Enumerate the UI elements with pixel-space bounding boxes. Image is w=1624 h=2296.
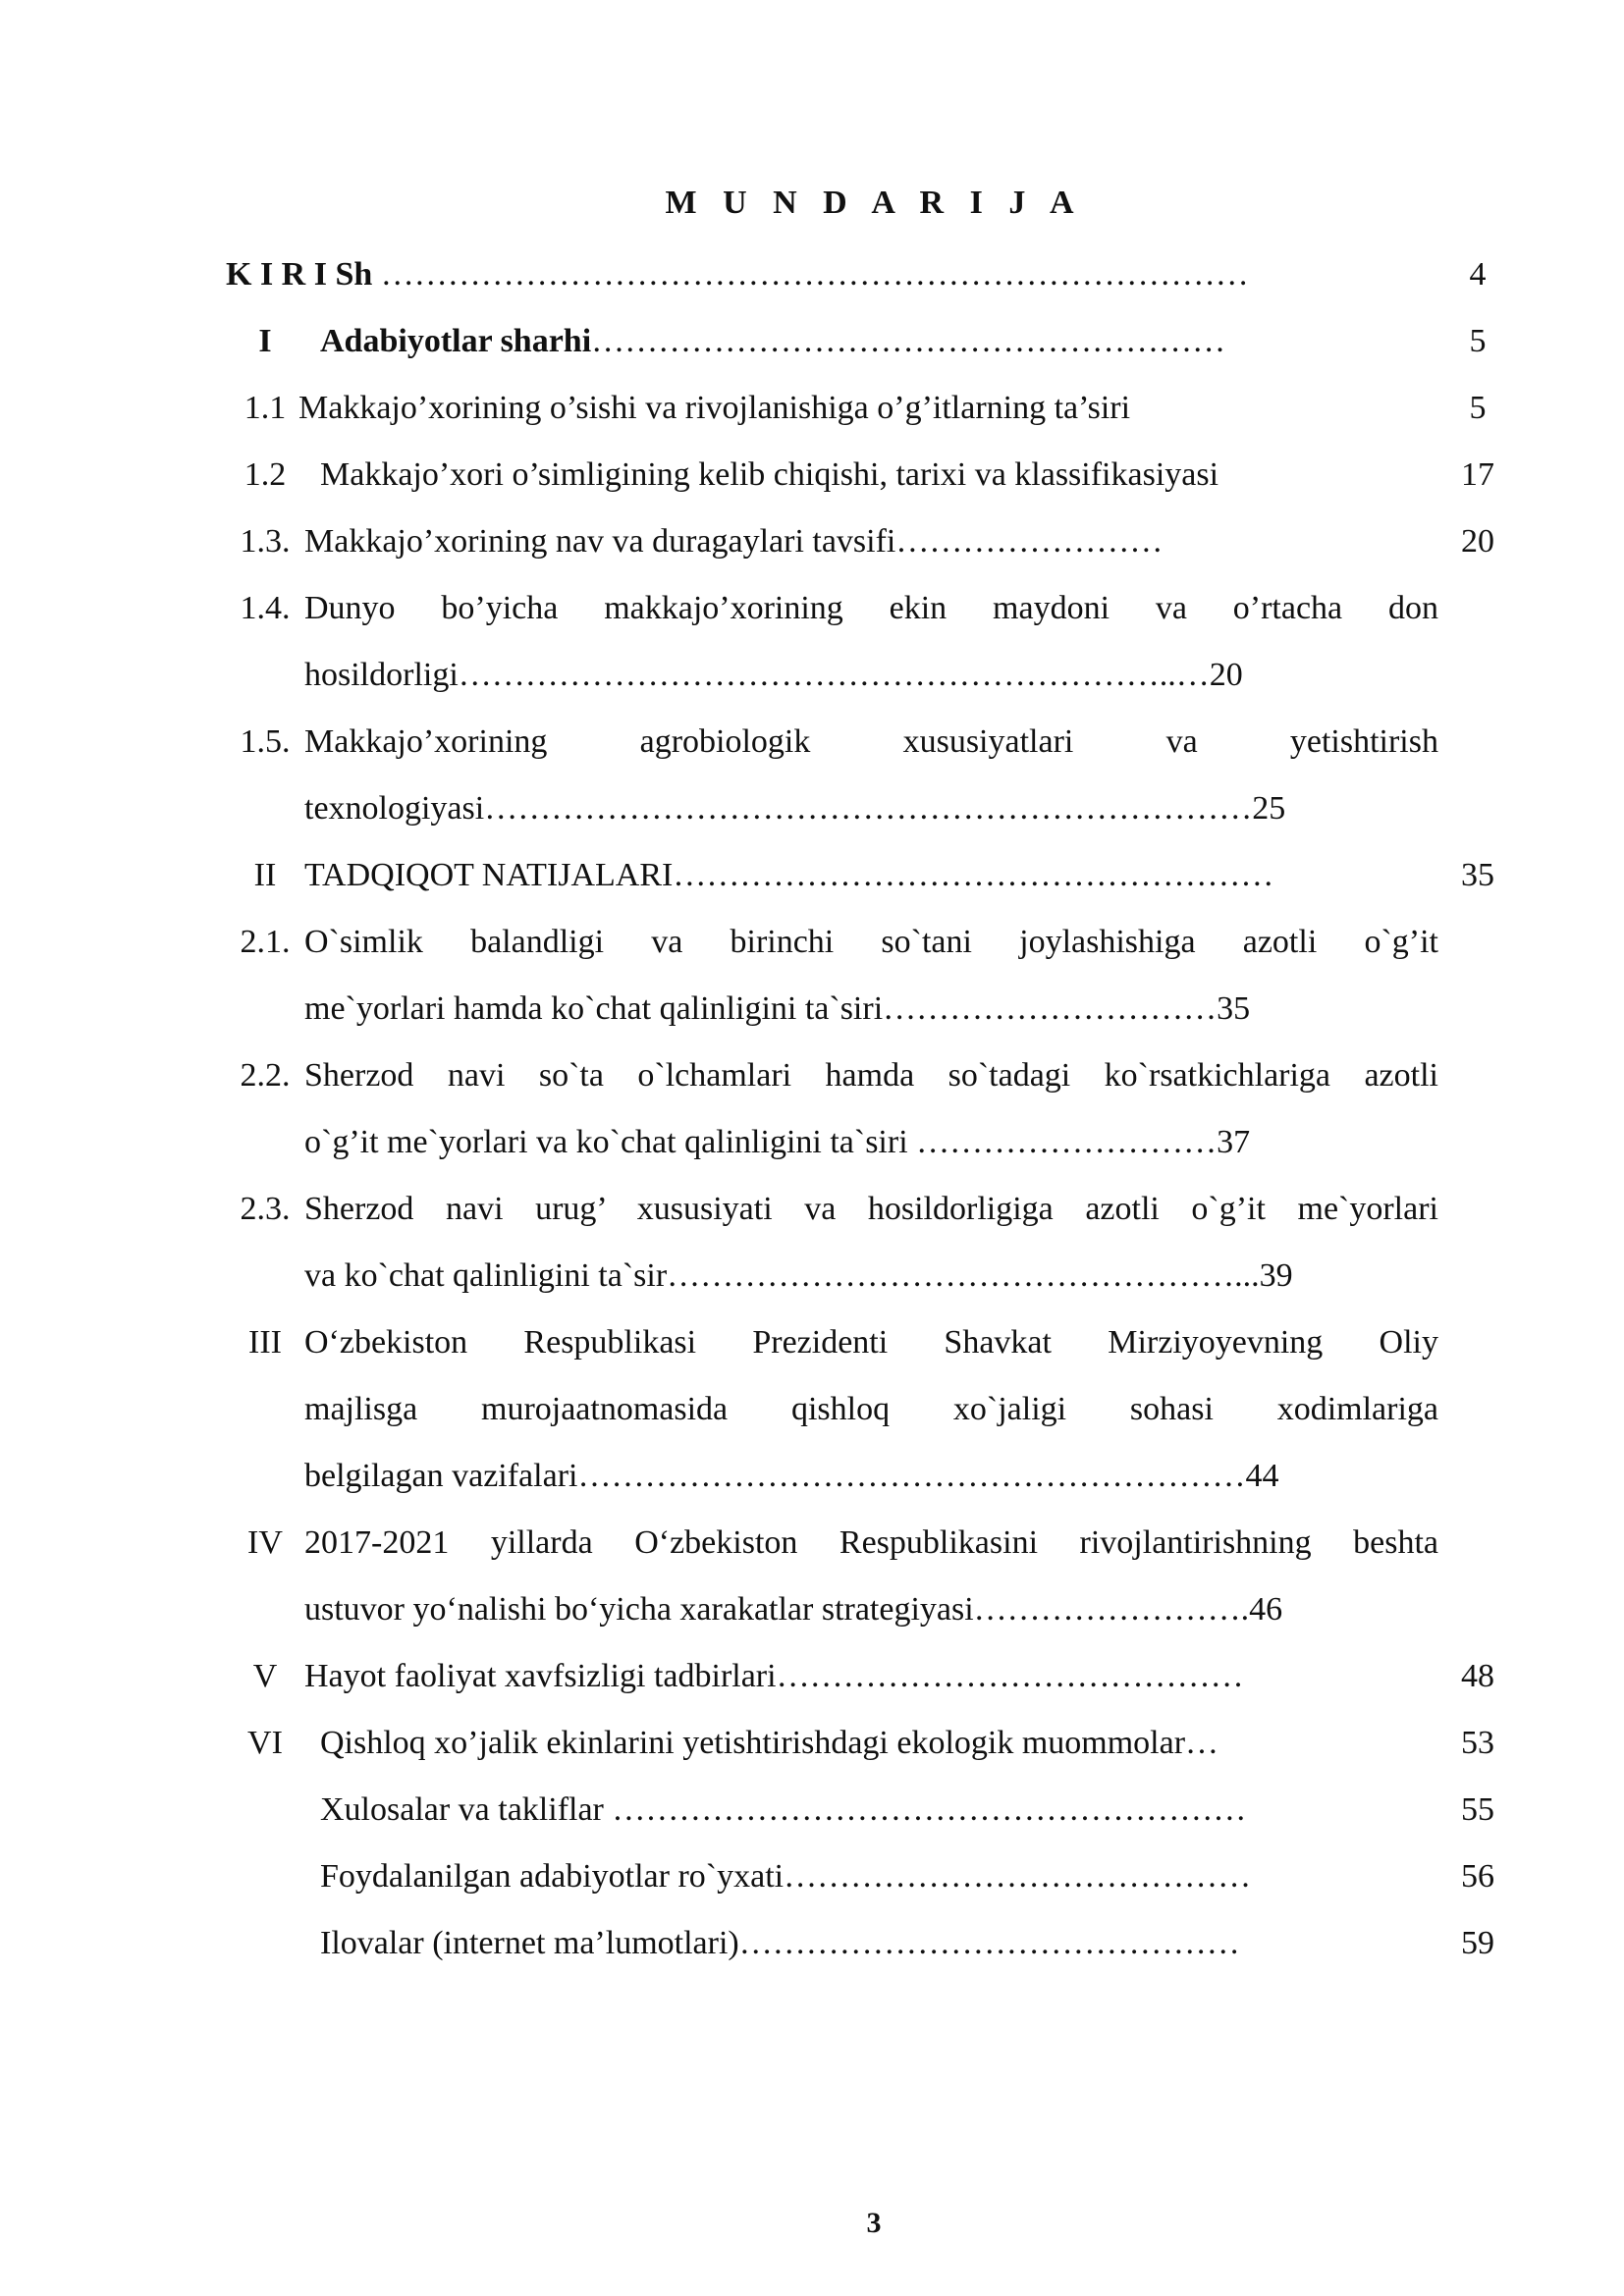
- toc-entry-number: 1.1: [244, 390, 287, 426]
- toc-entry-text: K I R I Sh ……………………………………………………………………: [226, 256, 1249, 293]
- toc-entry-number: IV: [247, 1524, 283, 1561]
- toc-entry-number: 1.5.: [240, 723, 291, 760]
- toc-entry-number: VI: [247, 1725, 283, 1761]
- toc-entry-2-3-continuation[interactable]: [226, 1243, 1512, 1309]
- toc-entry-2-3[interactable]: [226, 1176, 1512, 1243]
- toc-entry-text-line-2: hosildorligi………………………………………………………..…20: [304, 657, 1243, 693]
- toc-entry-page: 59: [1461, 1925, 1494, 1961]
- toc-entry-text-line-2: majlisga murojaatnomasida qishloq xo`jaligi sohasi xodimlariga: [304, 1391, 1438, 1427]
- toc-entry-text: Hayot faoliyat xavfsizligi tadbirlari……………………………………: [304, 1658, 1244, 1694]
- toc-entry-chapter-4-continuation[interactable]: [226, 1576, 1512, 1643]
- toc-entry-page: 20: [1461, 523, 1494, 560]
- toc-entry-text-line-2: ustuvor yo‘nalishi bo‘yicha xarakatlar strategiyasi…………………….46: [304, 1591, 1283, 1628]
- toc-entry-number: II: [253, 857, 277, 893]
- toc-entry-2-1[interactable]: [226, 909, 1512, 976]
- toc-entry-text-line-2: va ko`chat qalinligini ta`sir……………………………………………...39: [304, 1257, 1293, 1294]
- toc-entry-page: 5: [1469, 323, 1487, 359]
- toc-entry-number: 2.1.: [240, 924, 291, 960]
- toc-entry-references[interactable]: [226, 1843, 1512, 1910]
- toc-entry-number: 2.3.: [240, 1191, 291, 1227]
- toc-entry-page: 4: [1469, 256, 1487, 293]
- toc-entry-page: 35: [1461, 857, 1494, 893]
- toc-entry-number: V: [252, 1658, 278, 1694]
- toc-entry-text-line-1: O‘zbekiston Respublikasi Prezidenti Shavkat Mirziyoyevning Oliy: [304, 1324, 1438, 1361]
- toc-entry-page: 48: [1461, 1658, 1494, 1694]
- toc-entry-2-1-continuation[interactable]: [226, 976, 1512, 1042]
- toc-entry-chapter-4[interactable]: [226, 1510, 1512, 1576]
- toc-entry-chapter-1[interactable]: [226, 308, 1512, 375]
- toc-entry-1-3[interactable]: [226, 508, 1512, 575]
- toc-entry-chapter-3-line-3[interactable]: [226, 1443, 1512, 1510]
- toc-entry-chapter-6[interactable]: [226, 1710, 1512, 1777]
- toc-entry-page: 53: [1461, 1725, 1494, 1761]
- toc-entry-number: 1.3.: [240, 523, 291, 560]
- toc-entry-text-line-2: texnologiyasi……………………………………………………………25: [304, 790, 1286, 827]
- toc-entry-text: Qishloq xo’jalik ekinlarini yetishtirishdagi ekologik muommolar…: [320, 1725, 1219, 1761]
- toc-entry-text-line-1: O`simlik balandligi va birinchi so`tani joylashishiga azotli o`g’it: [304, 924, 1438, 960]
- toc-entry-chapter-2[interactable]: [226, 842, 1512, 909]
- toc-entry-2-2-continuation[interactable]: [226, 1109, 1512, 1176]
- toc-entry-text-line-1: 2017-2021 yillarda O‘zbekiston Respublikasini rivojlantirishning beshta: [304, 1524, 1438, 1561]
- toc-entry-chapter-5[interactable]: [226, 1643, 1512, 1710]
- toc-entry-page: 56: [1461, 1858, 1494, 1895]
- toc-entry-text-line-1: Dunyo bo’yicha makkajo’xorining ekin maydoni va o’rtacha don: [304, 590, 1438, 626]
- toc-entry-text: Adabiyotlar sharhi…………………………………………………: [320, 323, 1226, 359]
- toc-entry-1-4[interactable]: [226, 575, 1512, 642]
- toc-entry-text-line-1: Sherzod navi so`ta o`lchamlari hamda so`tadagi ko`rsatkichlariga azotli: [304, 1057, 1438, 1094]
- toc-entry-text: Makkajo’xori o’simligining kelib chiqishi, tarixi va klassifikasiyasi: [320, 456, 1219, 493]
- toc-entry-page: 17: [1461, 456, 1494, 493]
- toc-entry-chapter-3[interactable]: [226, 1309, 1512, 1376]
- toc-entry-number: I: [258, 323, 272, 359]
- toc-entry-text: Foydalanilgan adabiyotlar ro`yxati……………………………………: [320, 1858, 1252, 1895]
- toc-entry-appendices[interactable]: [226, 1910, 1512, 1977]
- toc-entry-number: 1.2: [244, 456, 287, 493]
- toc-entry-kirish[interactable]: [226, 241, 1512, 308]
- toc-entry-chapter-3-line-2[interactable]: [226, 1376, 1512, 1443]
- toc-entry-page: 5: [1469, 390, 1487, 426]
- toc-entry-text-line-3: belgilagan vazifalari……………………………………………………44: [304, 1458, 1279, 1494]
- toc-entry-1-5-continuation[interactable]: [226, 775, 1512, 842]
- toc-entry-text: Xulosalar va takliflar …………………………………………………: [320, 1791, 1247, 1828]
- contents-title: M U N D A R I J A: [665, 185, 1083, 221]
- toc-entry-2-2[interactable]: [226, 1042, 1512, 1109]
- toc-entry-text: Ilovalar (internet ma’lumotlari)………………………………………: [320, 1925, 1240, 1961]
- toc-entry-text-line-1: Sherzod navi urug’ xususiyati va hosildorligiga azotli o`g’it me`yorlari: [304, 1191, 1438, 1227]
- toc-entry-number: 1.4.: [240, 590, 291, 626]
- toc-entry-text: Makkajo’xorining nav va duragaylari tavsifi……………………: [304, 523, 1164, 560]
- toc-entry-text-line-2: me`yorlari hamda ko`chat qalinligini ta`siri…………………………35: [304, 990, 1251, 1027]
- toc-entry-1-4-continuation[interactable]: [226, 642, 1512, 709]
- toc-entry-text: Makkajo’xorining o’sishi va rivojlanishiga o’g’itlarning ta’siri: [298, 390, 1131, 426]
- toc-entry-number: III: [248, 1324, 282, 1361]
- toc-entry-1-5[interactable]: [226, 709, 1512, 775]
- page-number: 3: [866, 2207, 882, 2239]
- toc-entry-text-line-2: o`g’it me`yorlari va ko`chat qalinligini ta`siri ………………………37: [304, 1124, 1251, 1160]
- toc-entry-1-1[interactable]: [226, 375, 1512, 442]
- toc-entry-text-line-1: Makkajo’xorining agrobiologik xususiyatlari va yetishtirish: [304, 723, 1438, 760]
- toc-entry-conclusions[interactable]: [226, 1777, 1512, 1843]
- toc-entry-number: 2.2.: [240, 1057, 291, 1094]
- toc-entry-text: TADQIQOT NATIJALARI………………………………………………: [304, 857, 1274, 893]
- toc-entry-1-2[interactable]: [226, 442, 1512, 508]
- toc-entry-page: 55: [1461, 1791, 1494, 1828]
